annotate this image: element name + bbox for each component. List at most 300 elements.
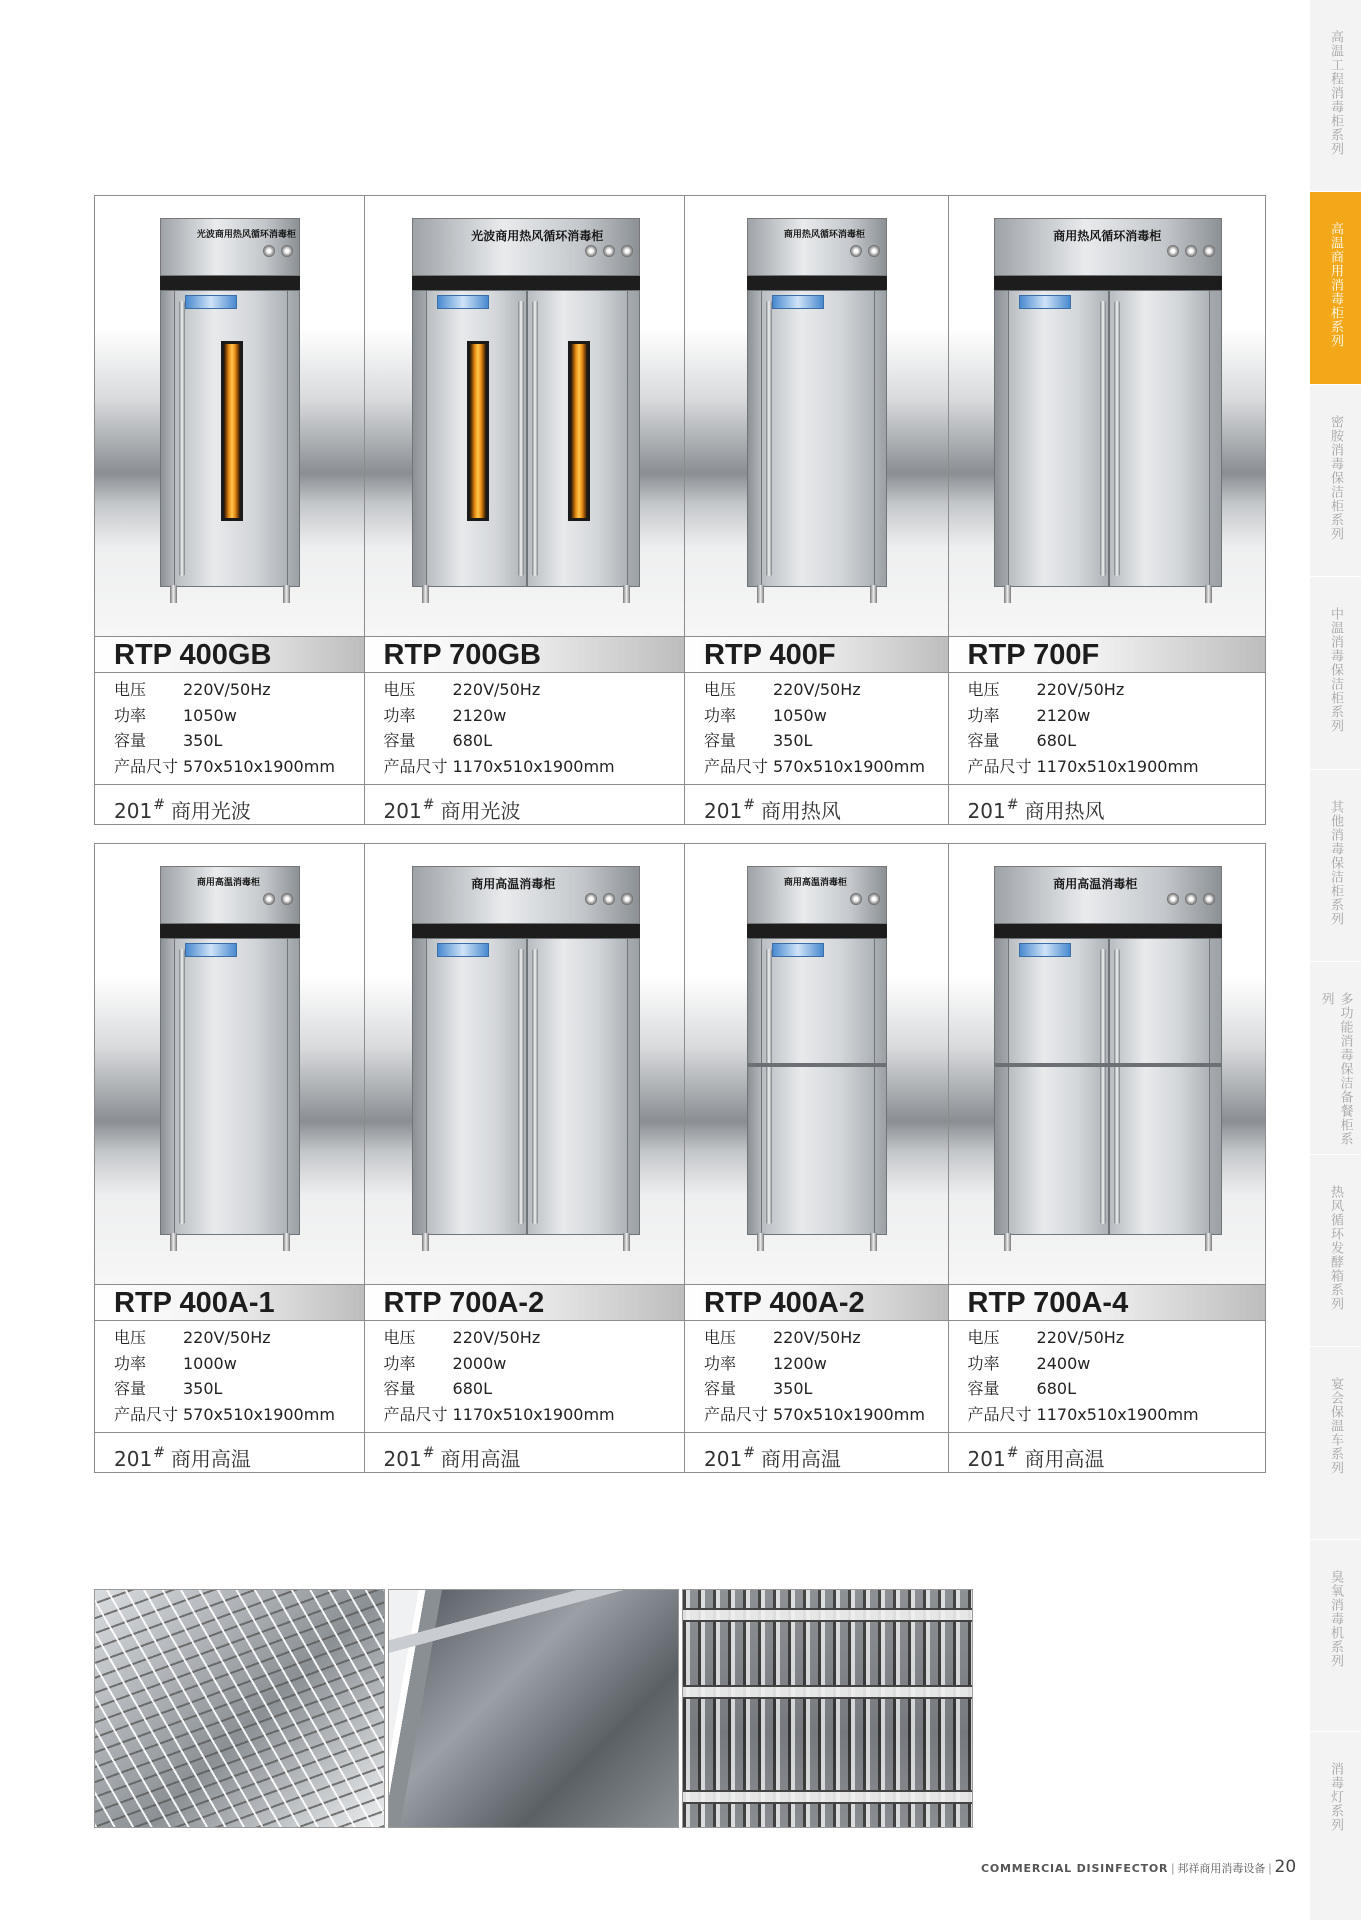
spec-capacity bbox=[704, 728, 948, 754]
control-knob-icon bbox=[263, 893, 275, 905]
spec-value: 220V/50Hz bbox=[773, 1328, 861, 1347]
cabinet-door bbox=[1109, 939, 1210, 1234]
product-model: RTP 400GB bbox=[95, 636, 364, 673]
panel-label: 光波商用热风循环消毒柜 bbox=[471, 229, 604, 243]
viewing-window bbox=[568, 341, 590, 521]
spec-value: 350L bbox=[183, 731, 223, 750]
cabinet-image bbox=[994, 866, 1222, 1251]
grade-mark: # bbox=[743, 1445, 755, 1461]
cabinet-leg bbox=[1004, 1233, 1011, 1251]
cabinet-door bbox=[174, 939, 288, 1234]
spec-power bbox=[704, 703, 948, 729]
spec-list bbox=[365, 673, 684, 785]
footer-chinese: 邦祥商用消毒设备 bbox=[1177, 1862, 1266, 1875]
product-model: RTP 400F bbox=[685, 636, 948, 673]
viewing-window bbox=[467, 341, 489, 521]
spec-label: 容量 bbox=[383, 731, 416, 750]
spec-list bbox=[685, 1321, 948, 1433]
spec-label: 容量 bbox=[114, 1379, 147, 1398]
product-type: 商用热风 bbox=[1024, 799, 1105, 823]
spec-label: 功率 bbox=[383, 705, 416, 725]
product-type: 商用高温 bbox=[1024, 1447, 1105, 1471]
spec-label: 容量 bbox=[704, 1379, 737, 1398]
spec-power bbox=[704, 1351, 948, 1377]
spec-label: 功率 bbox=[967, 1353, 1000, 1373]
spec-label: 功率 bbox=[383, 1353, 416, 1373]
material-type bbox=[949, 1433, 1265, 1473]
door-sticker bbox=[437, 295, 489, 309]
spec-label: 产品尺寸 bbox=[967, 756, 1032, 776]
control-knob-icon bbox=[621, 245, 633, 257]
material-grade: 201 bbox=[704, 799, 743, 823]
spec-value: 350L bbox=[773, 1379, 813, 1398]
spec-capacity bbox=[384, 728, 684, 754]
panel-strip bbox=[747, 276, 887, 290]
spec-value: 570x510x1900mm bbox=[183, 756, 335, 776]
sidebar-tab-label: 其他消毒保洁柜系列 bbox=[1328, 800, 1343, 926]
door-handle bbox=[518, 949, 524, 1224]
control-panel bbox=[160, 866, 300, 924]
control-panel bbox=[994, 866, 1222, 924]
door-handle bbox=[518, 301, 524, 576]
detail-photo-door-seal bbox=[388, 1589, 679, 1828]
page-number: 20 bbox=[1274, 1857, 1297, 1877]
spec-capacity bbox=[968, 1376, 1265, 1402]
spec-value: 350L bbox=[773, 731, 813, 750]
product-photo bbox=[95, 196, 364, 636]
spec-value: 220V/50Hz bbox=[773, 680, 861, 699]
spec-label: 电压 bbox=[704, 1328, 737, 1347]
spec-value: 220V/50Hz bbox=[183, 680, 271, 699]
control-panel bbox=[994, 218, 1222, 276]
door-handle bbox=[1100, 301, 1106, 576]
cabinet-leg bbox=[1004, 585, 1011, 603]
spec-value: 1170x510x1900mm bbox=[1036, 756, 1199, 776]
sidebar-tab-label: 高温商用消毒柜系列 bbox=[1328, 222, 1343, 348]
spec-power bbox=[384, 703, 684, 729]
product-card bbox=[684, 196, 948, 824]
sidebar-tab[interactable] bbox=[1310, 1347, 1361, 1540]
cabinet-image bbox=[160, 866, 300, 1251]
sidebar-tab[interactable] bbox=[1310, 0, 1361, 192]
spec-voltage bbox=[384, 677, 684, 703]
control-knob-icon bbox=[1203, 893, 1215, 905]
door-handle bbox=[179, 301, 185, 576]
spec-voltage bbox=[968, 677, 1265, 703]
spec-value: 680L bbox=[452, 1379, 492, 1398]
spec-value: 1050w bbox=[773, 705, 827, 725]
spec-voltage bbox=[114, 1325, 364, 1351]
spec-capacity bbox=[384, 1376, 684, 1402]
panel-label: 商用高温消毒柜 bbox=[783, 878, 847, 888]
cabinet-door bbox=[426, 939, 527, 1234]
cabinet-body bbox=[412, 938, 640, 1235]
product-type: 商用光波 bbox=[170, 799, 251, 823]
control-knob-icon bbox=[263, 245, 275, 257]
sidebar-tab[interactable] bbox=[1310, 770, 1361, 962]
spec-value: 680L bbox=[1036, 1379, 1076, 1398]
control-knob-icon bbox=[585, 245, 597, 257]
control-knob-icon bbox=[850, 893, 862, 905]
sidebar-tab[interactable] bbox=[1310, 192, 1361, 385]
cabinet-leg bbox=[870, 585, 877, 603]
panel-label: 光波商用热风循环消毒柜 bbox=[196, 230, 296, 240]
spec-label: 功率 bbox=[114, 705, 147, 725]
panel-strip bbox=[994, 276, 1222, 290]
spec-size bbox=[704, 754, 948, 780]
spec-label: 电压 bbox=[967, 1328, 1000, 1347]
material-type bbox=[95, 785, 364, 825]
spec-label: 容量 bbox=[383, 1379, 416, 1398]
control-knob-icon bbox=[585, 893, 597, 905]
product-card bbox=[684, 844, 948, 1472]
door-handle bbox=[532, 949, 538, 1224]
product-model: RTP 700GB bbox=[365, 636, 684, 673]
spec-label: 容量 bbox=[967, 1379, 1000, 1398]
spec-label: 产品尺寸 bbox=[704, 1404, 769, 1424]
material-type bbox=[95, 1433, 364, 1473]
sidebar-tab-label: 臭氧消毒机系列 bbox=[1328, 1570, 1343, 1668]
spec-value: 2120w bbox=[1036, 705, 1091, 725]
panel-strip bbox=[412, 924, 640, 938]
door-handle bbox=[766, 301, 772, 576]
product-model: RTP 700F bbox=[949, 636, 1265, 673]
product-type: 商用光波 bbox=[440, 799, 521, 823]
product-model: RTP 700A-2 bbox=[365, 1284, 684, 1321]
sidebar-tab[interactable] bbox=[1310, 962, 1361, 1155]
spec-value: 1000w bbox=[183, 1353, 237, 1373]
sidebar-tab-label: 密胺消毒保洁柜系列 bbox=[1328, 415, 1343, 541]
cabinet-image bbox=[412, 866, 640, 1251]
spec-value: 680L bbox=[452, 731, 492, 750]
spec-power bbox=[968, 703, 1265, 729]
cabinet-leg bbox=[283, 1233, 290, 1251]
product-card bbox=[95, 844, 364, 1472]
cabinet-body bbox=[412, 290, 640, 587]
spec-label: 容量 bbox=[114, 731, 147, 750]
spec-capacity bbox=[704, 1376, 948, 1402]
panel-strip bbox=[160, 276, 300, 290]
door-sticker bbox=[1019, 943, 1071, 957]
material-grade: 201 bbox=[383, 1447, 422, 1471]
control-knob-icon bbox=[603, 245, 615, 257]
cabinet-body bbox=[160, 290, 300, 587]
cabinet-leg bbox=[170, 585, 177, 603]
door-handle bbox=[532, 301, 538, 576]
spec-value: 570x510x1900mm bbox=[183, 1404, 335, 1424]
cabinet-door bbox=[527, 939, 628, 1234]
spec-voltage bbox=[114, 677, 364, 703]
product-row-2 bbox=[94, 843, 1266, 1473]
sidebar-tab[interactable] bbox=[1310, 1732, 1361, 1921]
door-sticker bbox=[772, 943, 824, 957]
control-knob-icon bbox=[281, 893, 293, 905]
spec-capacity bbox=[114, 728, 364, 754]
panel-strip bbox=[160, 924, 300, 938]
grade-mark: # bbox=[422, 1445, 435, 1461]
spec-value: 220V/50Hz bbox=[183, 1328, 271, 1347]
spec-list bbox=[949, 1321, 1265, 1433]
panel-strip bbox=[412, 276, 640, 290]
spec-label: 电压 bbox=[704, 680, 737, 699]
control-knob-icon bbox=[868, 245, 880, 257]
spec-label: 产品尺寸 bbox=[383, 756, 448, 776]
spec-label: 产品尺寸 bbox=[704, 756, 769, 776]
cabinet-leg bbox=[1205, 1233, 1212, 1251]
product-card bbox=[95, 196, 364, 824]
sidebar-tab-label: 多功能消毒保洁备餐柜系列 bbox=[1318, 992, 1353, 1146]
door-split bbox=[748, 1063, 886, 1067]
spec-value: 220V/50Hz bbox=[452, 680, 541, 699]
product-model: RTP 700A-4 bbox=[949, 1284, 1265, 1321]
cabinet-door bbox=[426, 291, 527, 586]
spec-value: 2000w bbox=[452, 1353, 507, 1373]
sidebar-tab-label: 消毒灯系列 bbox=[1328, 1762, 1343, 1832]
cabinet-door bbox=[174, 291, 288, 586]
sidebar-tab-label: 高温工程消毒柜系列 bbox=[1328, 30, 1343, 156]
detail-photo-tray-rack bbox=[682, 1589, 973, 1828]
material-type bbox=[365, 785, 684, 825]
control-knob-icon bbox=[1167, 893, 1179, 905]
spec-voltage bbox=[704, 677, 948, 703]
spec-size bbox=[114, 1402, 364, 1428]
sidebar-tab[interactable] bbox=[1310, 1540, 1361, 1732]
spec-label: 电压 bbox=[967, 680, 1000, 699]
control-panel bbox=[160, 218, 300, 276]
product-type: 商用高温 bbox=[170, 1447, 251, 1471]
product-card bbox=[364, 844, 684, 1472]
cabinet-leg bbox=[757, 1233, 764, 1251]
door-split bbox=[995, 1063, 1221, 1067]
spec-list bbox=[95, 673, 364, 785]
spec-list bbox=[365, 1321, 684, 1433]
footer-english: COMMERCIAL DISINFECTOR bbox=[981, 1862, 1169, 1875]
cabinet-door bbox=[761, 291, 875, 586]
cabinet-leg bbox=[757, 585, 764, 603]
cabinet-leg bbox=[422, 1233, 429, 1251]
cabinet-body bbox=[747, 938, 887, 1235]
category-sidebar bbox=[1310, 0, 1361, 1921]
control-panel bbox=[747, 218, 887, 276]
control-knob-icon bbox=[1203, 245, 1215, 257]
grade-mark: # bbox=[743, 797, 755, 813]
cabinet-leg bbox=[870, 1233, 877, 1251]
cabinet-leg bbox=[170, 1233, 177, 1251]
spec-size bbox=[704, 1402, 948, 1428]
spec-label: 功率 bbox=[704, 705, 737, 725]
product-photo bbox=[949, 844, 1265, 1284]
spec-list bbox=[949, 673, 1265, 785]
grade-mark: # bbox=[153, 797, 165, 813]
spec-label: 功率 bbox=[114, 1353, 147, 1373]
spec-size bbox=[384, 754, 684, 780]
viewing-window bbox=[221, 341, 243, 521]
spec-label: 电压 bbox=[114, 680, 147, 699]
door-handle bbox=[1114, 949, 1120, 1224]
product-card bbox=[364, 196, 684, 824]
spec-size bbox=[968, 754, 1265, 780]
cabinet-body bbox=[994, 290, 1222, 587]
cabinet-leg bbox=[283, 585, 290, 603]
spec-value: 1050w bbox=[183, 705, 237, 725]
grade-mark: # bbox=[1006, 797, 1019, 813]
cabinet-body bbox=[160, 938, 300, 1235]
product-photo bbox=[949, 196, 1265, 636]
material-grade: 201 bbox=[967, 1447, 1006, 1471]
spec-size bbox=[384, 1402, 684, 1428]
material-grade: 201 bbox=[967, 799, 1006, 823]
control-knob-icon bbox=[1185, 893, 1197, 905]
product-photo bbox=[365, 844, 684, 1284]
product-type: 商用热风 bbox=[760, 799, 841, 823]
spec-list bbox=[685, 673, 948, 785]
product-model: RTP 400A-2 bbox=[685, 1284, 948, 1321]
door-handle bbox=[179, 949, 185, 1224]
product-photo bbox=[685, 196, 948, 636]
door-sticker bbox=[1019, 295, 1071, 309]
cabinet-door bbox=[1109, 291, 1210, 586]
spec-value: 220V/50Hz bbox=[1036, 680, 1125, 699]
page-footer: COMMERCIAL DISINFECTOR | 邦祥商用消毒设备 | 20 bbox=[981, 1857, 1297, 1877]
cabinet-body bbox=[994, 938, 1222, 1235]
material-grade: 201 bbox=[704, 1447, 743, 1471]
spec-size bbox=[968, 1402, 1265, 1428]
spec-value: 570x510x1900mm bbox=[773, 756, 925, 776]
cabinet-leg bbox=[623, 1233, 630, 1251]
cabinet-door bbox=[527, 291, 628, 586]
spec-value: 220V/50Hz bbox=[1036, 1328, 1125, 1347]
spec-capacity bbox=[114, 1376, 364, 1402]
product-row-1 bbox=[94, 195, 1266, 825]
sidebar-tab[interactable] bbox=[1310, 1155, 1361, 1347]
cabinet-image bbox=[747, 218, 887, 603]
spec-value: 570x510x1900mm bbox=[773, 1404, 925, 1424]
material-type bbox=[365, 1433, 684, 1473]
spec-capacity bbox=[968, 728, 1265, 754]
spec-label: 容量 bbox=[967, 731, 1000, 750]
spec-label: 电压 bbox=[383, 680, 416, 699]
control-knob-icon bbox=[281, 245, 293, 257]
spec-power bbox=[114, 1351, 364, 1377]
door-sticker bbox=[772, 295, 824, 309]
sidebar-tab-label: 宴会保温车系列 bbox=[1328, 1377, 1343, 1475]
spec-value: 220V/50Hz bbox=[452, 1328, 541, 1347]
product-type: 商用高温 bbox=[440, 1447, 521, 1471]
spec-label: 产品尺寸 bbox=[967, 1404, 1032, 1424]
product-photo bbox=[95, 844, 364, 1284]
control-knob-icon bbox=[621, 893, 633, 905]
panel-label: 商用高温消毒柜 bbox=[471, 877, 556, 891]
control-knob-icon bbox=[603, 893, 615, 905]
cabinet-door bbox=[1008, 939, 1109, 1234]
material-type bbox=[685, 785, 948, 825]
spec-value: 350L bbox=[183, 1379, 223, 1398]
control-knob-icon bbox=[1185, 245, 1197, 257]
cabinet-image bbox=[412, 218, 640, 603]
material-grade: 201 bbox=[114, 799, 153, 823]
cabinet-leg bbox=[422, 585, 429, 603]
spec-value: 1170x510x1900mm bbox=[452, 1404, 615, 1424]
sidebar-tab[interactable] bbox=[1310, 577, 1361, 770]
product-card bbox=[948, 844, 1265, 1472]
material-grade: 201 bbox=[114, 1447, 153, 1471]
sidebar-tab[interactable] bbox=[1310, 385, 1361, 577]
spec-value: 1200w bbox=[773, 1353, 827, 1373]
spec-label: 功率 bbox=[967, 705, 1000, 725]
spec-voltage bbox=[704, 1325, 948, 1351]
spec-label: 容量 bbox=[704, 731, 737, 750]
door-sticker bbox=[185, 295, 237, 309]
sidebar-tab-label: 热风循环发酵箱系列 bbox=[1328, 1185, 1343, 1311]
spec-value: 2400w bbox=[1036, 1353, 1091, 1373]
door-sticker bbox=[185, 943, 237, 957]
spec-value: 2120w bbox=[452, 705, 507, 725]
control-knob-icon bbox=[850, 245, 862, 257]
spec-value: 680L bbox=[1036, 731, 1076, 750]
door-sticker bbox=[437, 943, 489, 957]
cabinet-leg bbox=[623, 585, 630, 603]
product-type: 商用高温 bbox=[760, 1447, 841, 1471]
spec-power bbox=[114, 703, 364, 729]
panel-label: 商用高温消毒柜 bbox=[1053, 877, 1138, 891]
cabinet-image bbox=[994, 218, 1222, 603]
control-panel bbox=[412, 218, 640, 276]
cabinet-door bbox=[761, 939, 875, 1234]
control-panel bbox=[412, 866, 640, 924]
material-grade: 201 bbox=[383, 799, 422, 823]
cabinet-image bbox=[160, 218, 300, 603]
detail-photo-wire-basket bbox=[94, 1589, 385, 1828]
control-knob-icon bbox=[1167, 245, 1179, 257]
spec-label: 功率 bbox=[704, 1353, 737, 1373]
spec-value: 1170x510x1900mm bbox=[1036, 1404, 1199, 1424]
control-panel bbox=[747, 866, 887, 924]
product-card bbox=[948, 196, 1265, 824]
spec-label: 电压 bbox=[383, 1328, 416, 1347]
cabinet-leg bbox=[1205, 585, 1212, 603]
spec-label: 产品尺寸 bbox=[114, 756, 179, 776]
spec-value: 1170x510x1900mm bbox=[452, 756, 615, 776]
product-photo bbox=[365, 196, 684, 636]
panel-strip bbox=[747, 924, 887, 938]
spec-voltage bbox=[968, 1325, 1265, 1351]
cabinet-door bbox=[1008, 291, 1109, 586]
spec-label: 电压 bbox=[114, 1328, 147, 1347]
spec-voltage bbox=[384, 1325, 684, 1351]
product-model: RTP 400A-1 bbox=[95, 1284, 364, 1321]
spec-size bbox=[114, 754, 364, 780]
panel-label: 商用热风循环消毒柜 bbox=[783, 230, 865, 240]
grade-mark: # bbox=[422, 797, 435, 813]
door-handle bbox=[1114, 301, 1120, 576]
panel-label: 商用高温消毒柜 bbox=[196, 878, 260, 888]
door-handle bbox=[1100, 949, 1106, 1224]
product-photo bbox=[685, 844, 948, 1284]
grade-mark: # bbox=[153, 1445, 165, 1461]
cabinet-body bbox=[747, 290, 887, 587]
door-handle bbox=[766, 949, 772, 1224]
spec-power bbox=[968, 1351, 1265, 1377]
control-knob-icon bbox=[868, 893, 880, 905]
spec-power bbox=[384, 1351, 684, 1377]
panel-strip bbox=[994, 924, 1222, 938]
material-type bbox=[685, 1433, 948, 1473]
spec-label: 产品尺寸 bbox=[114, 1404, 179, 1424]
sidebar-tab-label: 中温消毒保洁柜系列 bbox=[1328, 607, 1343, 733]
spec-list bbox=[95, 1321, 364, 1433]
spec-label: 产品尺寸 bbox=[383, 1404, 448, 1424]
grade-mark: # bbox=[1006, 1445, 1019, 1461]
